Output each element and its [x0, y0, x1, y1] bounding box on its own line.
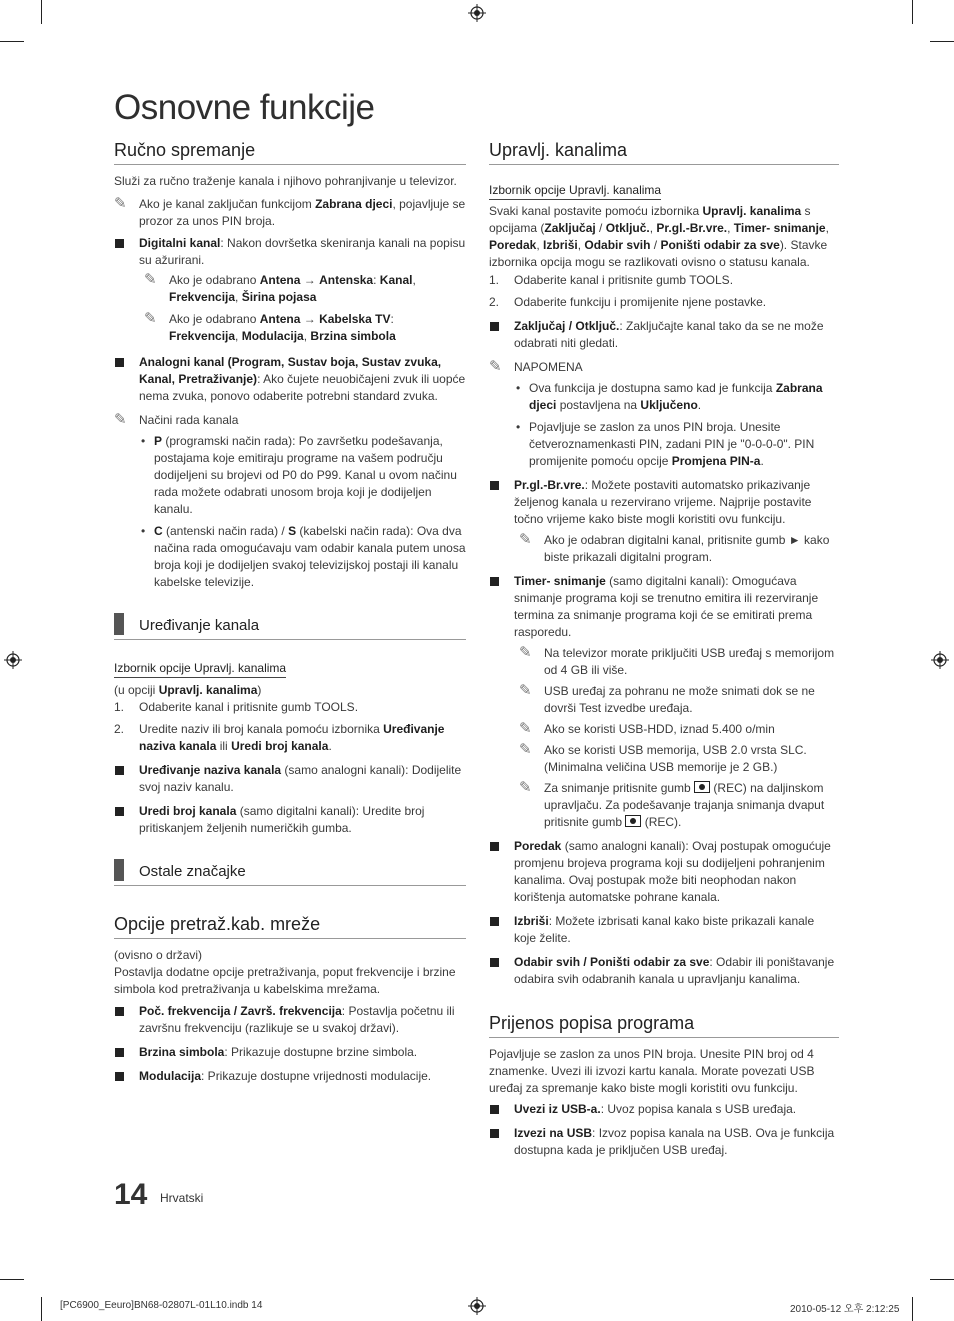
- crop-mark: [930, 41, 954, 42]
- crop-mark: [912, 0, 913, 24]
- menu-note: Izbornik opcije Upravlj. kanalima: [114, 660, 286, 678]
- list-item-brzina: Brzina simbola: Prikazuje dostupne brzine simbola.: [114, 1044, 466, 1061]
- square-bullet-icon: [115, 239, 124, 248]
- list-item-odabir: Odabir svih / Poništi odabir za sve: Odabir ili poništavanje odabira svih odabranih kanala u upravljanju kanalima.: [489, 954, 839, 988]
- section-heading-prijenos: Prijenos popisa programa: [489, 1012, 839, 1038]
- crop-mark: [0, 41, 24, 42]
- section-heading-opcije: Opcije pretraž.kab. mreže: [114, 913, 466, 939]
- uredivanje-option: (u opciji Upravlj. kanalima): [114, 683, 262, 697]
- square-bullet-icon: [490, 481, 499, 490]
- menu-note: Izbornik opcije Upravlj. kanalima: [489, 182, 661, 200]
- opcije-intro: Postavlja dodatne opcije pretraživanja, poput frekvencije i brzine simbola kod pretraživanja u kabelskima mrežama.: [114, 965, 456, 996]
- note-napomena: ✎ NAPOMENA: [489, 358, 583, 375]
- bullet-zabrana: • Ova funkcija je dostupna samo kad je funkcija Zabrana djeci postavljena na Uključeno.: [516, 381, 823, 412]
- list-item-digitalni: Digitalni kanal: Nakon dovršetka skeniranja kanali na popisu su ažurirani.: [114, 235, 466, 269]
- bullet-pin: • Pojavljuje se zaslon za unos PIN broja. Unesite četveroznamenkasti PIN, zadani PIN je "0-0-0-0". PIN promijenite pomoću opcije Promjena PIN-a.: [516, 420, 815, 468]
- square-bullet-icon: [490, 958, 499, 967]
- note-usb-test: ✎ USB uređaj za pohranu ne može snimati dok se ne dovrši Test izvedbe uređaja.: [519, 682, 815, 715]
- square-bullet-icon: [115, 807, 124, 816]
- note-antenska: ✎ Ako je odabrano Antena → Antenska: Kanal, Frekvencija, Širina pojasa: [144, 271, 416, 304]
- left-column: [114, 139, 466, 1085]
- list-item-naziv: Uređivanje naziva kanala (samo analogni kanali): Dodijelite svoj naziv kanalu.: [114, 762, 466, 796]
- bullet-p-mode: • P (programski način rada): Po završetku podešavanja, postajama koje emitiraju programe na vašem području dodijeljeni su brojevi od P0 do P99. Kanal u ovom načinu rada možete odabrati unosom broja koji je dodijeljen kanalu.: [141, 434, 457, 516]
- pencil-note-icon: ✎: [114, 195, 127, 212]
- print-slug-left: [PC6900_Eeuro]BN68-02807L-01L10.indb 14: [60, 1300, 263, 1311]
- square-bullet-icon: [115, 1072, 124, 1081]
- subsection-heading-ostale: Ostale značajke: [114, 859, 466, 886]
- note-usb-memorija: ✎ Ako se koristi USB memorija, USB 2.0 vrsta SLC. (Minimalna veličina USB memorije je 2 GB.): [519, 741, 807, 774]
- pencil-note-icon: ✎: [144, 310, 157, 327]
- pencil-note-icon: ✎: [144, 271, 157, 288]
- square-bullet-icon: [490, 577, 499, 586]
- list-item-frekvencija: Poč. frekvencija / Završ. frekvencija: Postavlja početnu ili završnu frekvenciju (razlikuje se u svakoj državi).: [114, 1003, 466, 1037]
- pencil-note-icon: ✎: [489, 358, 502, 375]
- section-heading-rucno: Ručno spremanje: [114, 139, 466, 165]
- opcije-country: (ovisno o državi): [114, 948, 203, 962]
- pencil-note-icon: ✎: [519, 720, 532, 737]
- subsection-heading-uredivanje: Uređivanje kanala: [114, 613, 466, 640]
- step-2: 2. Odaberite funkciju i promijenite njene postavke.: [489, 295, 767, 309]
- note-usb-4gb: ✎ Na televizor morate priključiti USB uređaj s memorijom od 4 GB ili više.: [519, 644, 835, 677]
- list-item-izvezi: Izvezi na USB: Izvoz popisa kanala na USB. Ova je funkcija dostupna kada je priključen USB uređaj.: [489, 1125, 839, 1159]
- rucno-intro: Služi za ručno traženje kanala i njihovo pohranjivanje u televizor.: [114, 174, 457, 188]
- upravlj-intro: Svaki kanal postavite pomoću izbornika Upravlj. kanalima s opcijama (Zaključaj / Otključ., Pr.gl.-Br.vre., Timer- snimanje, Poredak, Izbriši, Odabir svih / Poništi odabir za sve). Stavke izbornika opcija mogu se razlikovati ovisno o statusu kanala.: [489, 204, 829, 269]
- prijenos-intro: Pojavljuje se zaslon za unos PIN broja. Unesite PIN broj od 4 znamenke. Uvezi ili izvozi kartu kanala. Morate povezati USB uređaj za spremanje kako biste mogli koristiti ovu funkciju.: [489, 1047, 815, 1095]
- step-1: 1. Odaberite kanal i pritisnite gumb TOOLS.: [114, 700, 359, 714]
- list-item-prgl: Pr.gl.-Br.vre.: Možete postaviti automatsko prikazivanje željenog kanala u rezervirano vrijeme. Najprije postavite točno vrijeme kako biste mogli koristiti ovu funkciju.: [489, 477, 839, 528]
- step-2: 2. Uredite naziv ili broj kanala pomoću izbornika Uređivanje naziva kanala ili Uredi broj kanala.: [114, 722, 445, 753]
- note-usb-hdd: ✎ Ako se koristi USB-HDD, iznad 5.400 o/min: [519, 720, 775, 737]
- footer-language: Hrvatski: [160, 1191, 204, 1205]
- square-bullet-icon: [490, 1129, 499, 1138]
- note-pin: ✎ Ako je kanal zaključan funkcijom Zabrana djeci, pojavljuje se prozor za unos PIN broja.: [114, 195, 466, 228]
- square-bullet-icon: [490, 917, 499, 926]
- pencil-note-icon: ✎: [519, 644, 532, 661]
- crosshair-registration-icon: [468, 4, 486, 22]
- square-bullet-icon: [115, 1048, 124, 1057]
- section-heading-upravlj: Upravlj. kanalima: [489, 139, 839, 165]
- bullet-c-s-mode: • C (antenski način rada) / S (kabelski način rada): Ova dva načina rada omogućavaju vam odabir kanala putem unosa broja koji je dodijeljen svakoj televizijskoj postaji ili kanalu kabelske televizije.: [141, 524, 466, 589]
- pencil-note-icon: ✎: [519, 741, 532, 758]
- square-bullet-icon: [115, 1007, 124, 1016]
- crop-mark: [912, 1297, 913, 1321]
- pencil-note-icon: ✎: [519, 531, 532, 548]
- crop-mark: [930, 1279, 954, 1280]
- pencil-note-icon: ✎: [519, 779, 532, 796]
- crosshair-registration-icon: [468, 1297, 486, 1315]
- square-bullet-icon: [115, 766, 124, 775]
- list-item-poredak: Poredak (samo analogni kanali): Ovaj postupak omogućuje promjenu brojeva programa koji su dodijeljeni pohranjenim kanalima. Ovaj postupak može biti neophodan nakon korištenja automatske pohrane kanala.: [489, 838, 839, 906]
- square-bullet-icon: [490, 842, 499, 851]
- crop-mark: [0, 1279, 24, 1280]
- note-nacini: ✎ Načini rada kanala: [114, 411, 239, 428]
- square-bullet-icon: [490, 322, 499, 331]
- square-bullet-icon: [115, 358, 124, 367]
- rec-button-icon: [625, 815, 641, 827]
- note-kabelska: ✎ Ako je odabrano Antena → Kabelska TV: Frekvencija, Modulacija, Brzina simbola: [144, 310, 396, 343]
- rec-button-icon: [694, 781, 710, 793]
- list-item-zakljucaj: Zaključaj / Otključ.: Zaključajte kanal tako da se ne može odabrati niti gledati.: [489, 318, 839, 352]
- pencil-note-icon: ✎: [519, 682, 532, 699]
- list-item-broj: Uredi broj kanala (samo digitalni kanali): Uredite broj pritiskanjem željenih numeričkih gumba.: [114, 803, 466, 837]
- square-bullet-icon: [490, 1105, 499, 1114]
- list-item-timer: Timer- snimanje (samo digitalni kanali): Omogućava snimanje programa koji se trenutno emitira ili rezerviranje termina za snimanje programa koji će se emitirati prema rasporedu.: [489, 573, 839, 641]
- step-1: 1. Odaberite kanal i pritisnite gumb TOOLS.: [489, 273, 734, 287]
- page-number: 14: [114, 1178, 148, 1211]
- crosshair-registration-icon: [931, 651, 949, 669]
- crosshair-registration-icon: [4, 651, 22, 669]
- list-item-izbrisi: Izbriši: Možete izbrisati kanal kako biste prikazali kanale koje želite.: [489, 913, 839, 947]
- page-title: Osnovne funkcije: [114, 88, 375, 127]
- right-column: [489, 139, 839, 1159]
- pencil-note-icon: ✎: [114, 411, 127, 428]
- print-slug-right: 2010-05-12 오후 2:12:25: [790, 1304, 900, 1315]
- list-item-analogni: Analogni kanal (Program, Sustav boja, Sustav zvuka, Kanal, Pretraživanje): Ako čujete neuobičajeni zvuk ili uopće nema zvuka, ponovo odaberite potrebni standard zvuka.: [114, 354, 466, 405]
- list-item-modulacija: Modulacija: Prikazuje dostupne vrijednosti modulacije.: [114, 1068, 466, 1085]
- note-rec: ✎ Za snimanje pritisnite gumb (REC) na daljinskom upravljaču. Za podešavanje trajanja snimanja dvaput pritisnite gumb (REC).: [519, 779, 825, 829]
- note-digitalni-program: ✎ Ako je odabran digitalni kanal, pritisnite gumb ► kako biste prikazali digitalni program.: [519, 531, 830, 564]
- crop-mark: [41, 1297, 42, 1321]
- list-item-uvezi: Uvezi iz USB-a.: Uvoz popisa kanala s USB uređaja.: [489, 1101, 839, 1118]
- crop-mark: [41, 0, 42, 24]
